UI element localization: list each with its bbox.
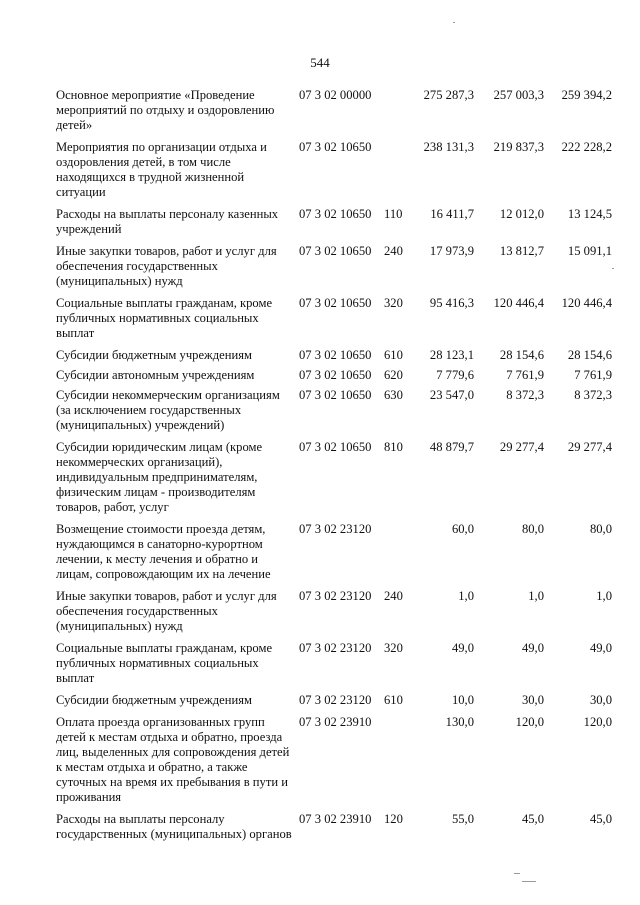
table-row xyxy=(56,589,624,634)
row-target-code: 07 3 02 23120 xyxy=(299,693,372,707)
row-amount-year-1: 1,0 xyxy=(458,589,474,603)
row-name: Расходы на выплаты персоналу государственных (муниципальных) органов xyxy=(56,812,292,841)
row-expense-type: 610 xyxy=(384,348,403,362)
row-expense-type: 110 xyxy=(384,207,403,221)
row-target-code: 07 3 02 10650 xyxy=(299,296,372,310)
row-amount-year-2: 8 372,3 xyxy=(506,388,544,402)
row-amount-year-2: 29 277,4 xyxy=(499,440,544,454)
row-amount-year-2: 120 446,4 xyxy=(493,296,544,310)
row-amount-year-3: 259 394,2 xyxy=(561,88,612,102)
table-row xyxy=(56,440,624,515)
table-row xyxy=(56,296,624,341)
row-target-code: 07 3 02 10650 xyxy=(299,368,372,382)
row-amount-year-2: 45,0 xyxy=(521,812,544,826)
row-name: Социальные выплаты гражданам, кроме публичных нормативных социальных выплат xyxy=(56,641,273,685)
row-amount-year-2: 80,0 xyxy=(521,522,544,536)
row-target-code: 07 3 02 23120 xyxy=(299,522,372,536)
scan-speck xyxy=(522,881,536,882)
row-amount-year-1: 17 973,9 xyxy=(429,244,474,258)
row-expense-type: 620 xyxy=(384,368,403,382)
row-amount-year-1: 55,0 xyxy=(451,812,474,826)
row-amount-year-1: 16 411,7 xyxy=(430,207,474,221)
row-amount-year-3: 13 124,5 xyxy=(567,207,612,221)
row-amount-year-3: 29 277,4 xyxy=(567,440,612,454)
row-amount-year-3: 45,0 xyxy=(589,812,612,826)
row-amount-year-1: 130,0 xyxy=(445,715,474,729)
row-target-code: 07 3 02 00000 xyxy=(299,88,372,102)
row-name: Возмещение стоимости проезда детям, нуждающимся в санаторно-курортном лечении, к месту лечения и обратно и лицам, сопровождающим их на лечение xyxy=(56,522,271,581)
table-row xyxy=(56,693,624,708)
row-name: Оплата проезда организованных групп детей к местам отдыха и обратно, проезда лиц, выделенных для сопровождения детей к местам отдыха и обратно, а также суточных на время их пребывания в пути и проживания xyxy=(56,715,290,804)
page-number: 544 xyxy=(310,55,330,70)
row-name: Расходы на выплаты персоналу казенных учреждений xyxy=(56,207,279,236)
row-target-code: 07 3 02 23120 xyxy=(299,589,372,603)
row-target-code: 07 3 02 10650 xyxy=(299,348,372,362)
table-row xyxy=(56,207,624,237)
row-amount-year-3: 120,0 xyxy=(583,715,612,729)
table-row xyxy=(56,388,624,433)
row-name: Субсидии бюджетным учреждениям xyxy=(56,348,252,362)
row-amount-year-2: 257 003,3 xyxy=(493,88,544,102)
table-row xyxy=(56,812,624,842)
table-row xyxy=(56,522,624,582)
row-name: Социальные выплаты гражданам, кроме публичных нормативных социальных выплат xyxy=(56,296,273,340)
row-amount-year-3: 28 154,6 xyxy=(567,348,612,362)
row-target-code: 07 3 02 23120 xyxy=(299,641,372,655)
row-target-code: 07 3 02 23910 xyxy=(299,715,372,729)
row-target-code: 07 3 02 23910 xyxy=(299,812,372,826)
scan-speck xyxy=(514,873,520,874)
row-amount-year-1: 49,0 xyxy=(451,641,474,655)
table-row xyxy=(56,715,624,805)
row-amount-year-1: 60,0 xyxy=(451,522,474,536)
table-row xyxy=(56,88,624,133)
row-amount-year-2: 219 837,3 xyxy=(493,140,544,154)
row-expense-type: 320 xyxy=(384,296,403,310)
row-expense-type: 610 xyxy=(384,693,403,707)
row-amount-year-1: 23 547,0 xyxy=(429,388,474,402)
row-target-code: 07 3 02 10650 xyxy=(299,244,372,258)
budget-table xyxy=(56,88,624,842)
row-name: Субсидии автономным учреждениям xyxy=(56,368,255,382)
row-expense-type: 810 xyxy=(384,440,403,454)
row-amount-year-2: 49,0 xyxy=(521,641,544,655)
row-amount-year-2: 7 761,9 xyxy=(506,368,544,382)
row-amount-year-1: 95 416,3 xyxy=(429,296,474,310)
row-name: Субсидии некоммерческим организациям (за исключением государственных (муниципальных) учреждений) xyxy=(56,388,280,432)
row-name: Иные закупки товаров, работ и услуг для обеспечения государственных (муниципальных) нужд xyxy=(56,589,277,633)
table-row xyxy=(56,348,624,363)
row-expense-type: 320 xyxy=(384,641,403,655)
row-amount-year-3: 222 228,2 xyxy=(561,140,612,154)
row-amount-year-3: 49,0 xyxy=(589,641,612,655)
row-amount-year-3: 8 372,3 xyxy=(574,388,612,402)
row-expense-type: 240 xyxy=(384,589,403,603)
row-name: Основное мероприятие «Проведение мероприятий по отдыху и оздоровлению детей» xyxy=(56,88,275,132)
row-expense-type: 630 xyxy=(384,388,403,402)
row-expense-type: 120 xyxy=(384,812,403,826)
row-name: Иные закупки товаров, работ и услуг для обеспечения государственных (муниципальных) нужд xyxy=(56,244,277,288)
row-expense-type: 240 xyxy=(384,244,403,258)
row-target-code: 07 3 02 10650 xyxy=(299,388,372,402)
row-amount-year-2: 1,0 xyxy=(528,589,544,603)
table-row xyxy=(56,641,624,686)
row-amount-year-1: 7 779,6 xyxy=(436,368,474,382)
row-amount-year-2: 28 154,6 xyxy=(499,348,544,362)
row-amount-year-1: 275 287,3 xyxy=(423,88,474,102)
row-amount-year-1: 10,0 xyxy=(451,693,474,707)
table-row xyxy=(56,244,624,289)
row-target-code: 07 3 02 10650 xyxy=(299,207,372,221)
row-amount-year-3: 30,0 xyxy=(589,693,612,707)
row-amount-year-3: 1,0 xyxy=(596,589,612,603)
row-target-code: 07 3 02 10650 xyxy=(299,440,372,454)
row-amount-year-2: 120,0 xyxy=(515,715,544,729)
table-row xyxy=(56,368,624,383)
row-name: Мероприятия по организации отдыха и оздоровления детей, в том числе находящихся в трудной жизненной ситуации xyxy=(56,140,267,199)
row-amount-year-1: 238 131,3 xyxy=(423,140,474,154)
row-amount-year-2: 12 012,0 xyxy=(499,207,544,221)
row-amount-year-1: 28 123,1 xyxy=(429,348,474,362)
row-name: Субсидии бюджетным учреждениям xyxy=(56,693,252,707)
row-amount-year-3: 15 091,1 xyxy=(567,244,612,258)
row-amount-year-1: 48 879,7 xyxy=(429,440,474,454)
table-row xyxy=(56,140,624,200)
row-amount-year-3: 7 761,9 xyxy=(574,368,612,382)
row-target-code: 07 3 02 10650 xyxy=(299,140,372,154)
row-amount-year-2: 30,0 xyxy=(521,693,544,707)
row-name: Субсидии юридическим лицам (кроме некоммерческих организаций), индивидуальным предпринимателям, физическим лицам - производителям товаров, работ, услуг xyxy=(56,440,263,514)
scan-speck xyxy=(453,22,455,23)
row-amount-year-2: 13 812,7 xyxy=(499,244,544,258)
scan-speck xyxy=(612,268,614,269)
row-amount-year-3: 120 446,4 xyxy=(561,296,612,310)
row-amount-year-3: 80,0 xyxy=(589,522,612,536)
